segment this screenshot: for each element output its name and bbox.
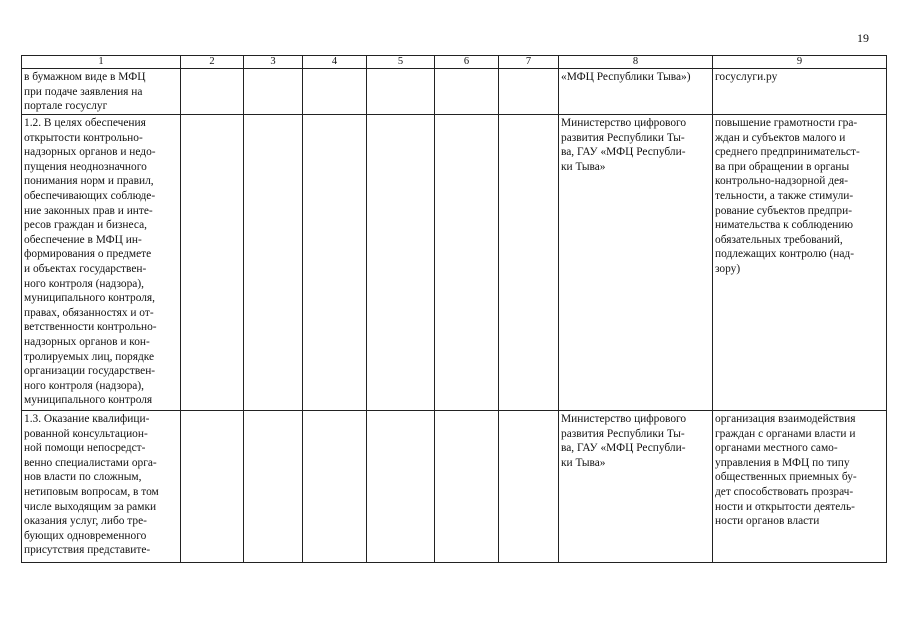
activity-cell: в бумажном виде в МФЦ при подаче заявления на портале госуслуг: [24, 71, 146, 113]
empty-cell: [367, 115, 435, 411]
empty-cell: [499, 69, 559, 115]
empty-cell: [181, 115, 244, 411]
empty-cell: [181, 411, 244, 563]
column-number-2: 2: [181, 56, 244, 69]
column-number-1: 1: [22, 56, 181, 69]
empty-cell: [244, 69, 303, 115]
column-number-9: 9: [713, 56, 887, 69]
table-row: [22, 115, 887, 411]
empty-cell: [181, 69, 244, 115]
empty-cell: [367, 411, 435, 563]
column-number-8: 8: [559, 56, 713, 69]
activity-cell: 1.3. Оказание квалифици- рованной консультацион- ной помощи непосредст- венно специалистами орга- нов власти по сложным, нетиповым вопросам, в том числе выходящим за рамки оказания услуг, либо тре- бующих одновременного присутствия представите-: [24, 413, 159, 557]
responsible-cell: Министерство цифрового развития Республики Ты- ва, ГАУ «МФЦ Республи- ки Тыва»: [561, 413, 687, 469]
column-number-4: 4: [303, 56, 367, 69]
empty-cell: [303, 411, 367, 563]
responsible-cell: «МФЦ Республики Тыва»): [561, 71, 691, 83]
column-number-6: 6: [435, 56, 499, 69]
empty-cell: [244, 115, 303, 411]
column-number-5: 5: [367, 56, 435, 69]
empty-cell: [303, 69, 367, 115]
page-number: 19: [857, 31, 869, 45]
plan-table: [21, 55, 887, 563]
result-cell: повышение грамотности гра- ждан и субъектов малого и среднего предпринимательст- ва при обращении в органы контрольно-надзорной дея- тельности, а также стимули- рование субъектов предпри- нимательства к соблюдению обязательных требований, подлежащих контролю (над- зору): [715, 117, 860, 275]
column-number-3: 3: [244, 56, 303, 69]
empty-cell: [244, 411, 303, 563]
responsible-cell: Министерство цифрового развития Республики Ты- ва, ГАУ «МФЦ Республи- ки Тыва»: [561, 117, 687, 173]
result-cell: организация взаимодействия граждан с органами власти и органами местного само- управления в МФЦ по типу общественных приемных бу- дет способствовать прозрач- ности и открытости деятель- ности органов власти: [715, 413, 857, 528]
empty-cell: [367, 69, 435, 115]
empty-cell: [435, 115, 499, 411]
column-number-7: 7: [499, 56, 559, 69]
table-header-row: [22, 56, 887, 69]
empty-cell: [303, 115, 367, 411]
activity-cell: 1.2. В целях обеспечения открытости контрольно- надзорных органов и недо- пущения неоднозначного понимания норм и правил, обеспечивающих соблюде- ние законных прав и инте- ресов граждан и бизнеса, обеспечение в МФЦ ин- формирования о предмете и объектах государствен- ного контроля (надзора), муниципального контроля, правах, обязанностях и от- ветственности контрольно- надзорных органов и кон- тролируемых лиц, порядке организации государствен- ного контроля (надзора), муниципального контроля: [24, 117, 157, 407]
result-cell: госуслуги.ру: [715, 71, 778, 83]
empty-cell: [435, 69, 499, 115]
empty-cell: [499, 411, 559, 563]
empty-cell: [499, 115, 559, 411]
table-row: [22, 69, 887, 115]
empty-cell: [435, 411, 499, 563]
table-row: [22, 411, 887, 563]
